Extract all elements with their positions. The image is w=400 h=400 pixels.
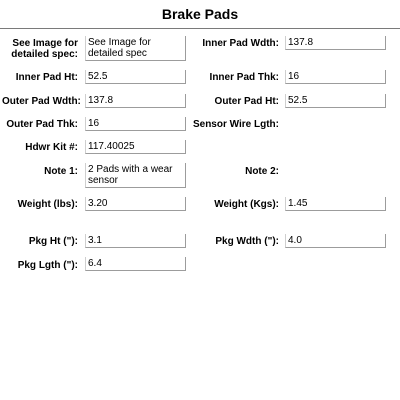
inner-pad-wdth-label: Inner Pad Wdth: — [202, 38, 279, 49]
title-divider — [0, 28, 400, 29]
hdwr-kit-label: Hdwr Kit #: — [25, 142, 78, 153]
outer-pad-ht-label: Outer Pad Ht: — [214, 96, 279, 107]
pkg-ht-field[interactable]: 3.1 — [85, 234, 186, 248]
pkg-lgth-field[interactable]: 6.4 — [85, 257, 186, 271]
sensor-wire-lgth-label: Sensor Wire Lgth: — [192, 119, 279, 130]
outer-pad-thk-label: Outer Pad Thk: — [6, 119, 78, 130]
pkg-wdth-field[interactable]: 4.0 — [285, 234, 386, 248]
outer-pad-ht-field[interactable]: 52.5 — [285, 94, 386, 108]
pkg-lgth-label: Pkg Lgth ("): — [17, 260, 78, 271]
inner-pad-ht-field[interactable]: 52.5 — [85, 70, 186, 84]
see-image-field[interactable]: See Image for detailed spec — [85, 36, 186, 61]
weight-kgs-field[interactable]: 1.45 — [285, 197, 386, 211]
note1-field[interactable]: 2 Pads with a wear sensor — [85, 163, 186, 188]
outer-pad-wdth-field[interactable]: 137.8 — [85, 94, 186, 108]
weight-kgs-label: Weight (Kgs): — [214, 199, 279, 210]
pkg-ht-label: Pkg Ht ("): — [28, 236, 78, 247]
weight-lbs-field[interactable]: 3.20 — [85, 197, 186, 211]
inner-pad-wdth-field[interactable]: 137.8 — [285, 36, 386, 50]
inner-pad-thk-label: Inner Pad Thk: — [209, 72, 279, 83]
outer-pad-thk-field[interactable]: 16 — [85, 117, 186, 131]
note2-label: Note 2: — [245, 166, 279, 177]
see-image-label: See Image for detailed spec: — [11, 38, 78, 60]
inner-pad-ht-label: Inner Pad Ht: — [15, 72, 78, 83]
note1-label: Note 1: — [44, 166, 78, 177]
page-title: Brake Pads — [161, 6, 239, 22]
hdwr-kit-field[interactable]: 117.40025 — [85, 140, 186, 154]
outer-pad-wdth-label: Outer Pad Wdth: — [2, 96, 81, 107]
inner-pad-thk-field[interactable]: 16 — [285, 70, 386, 84]
pkg-wdth-label: Pkg Wdth ("): — [215, 236, 279, 247]
weight-lbs-label: Weight (lbs): — [17, 199, 78, 210]
